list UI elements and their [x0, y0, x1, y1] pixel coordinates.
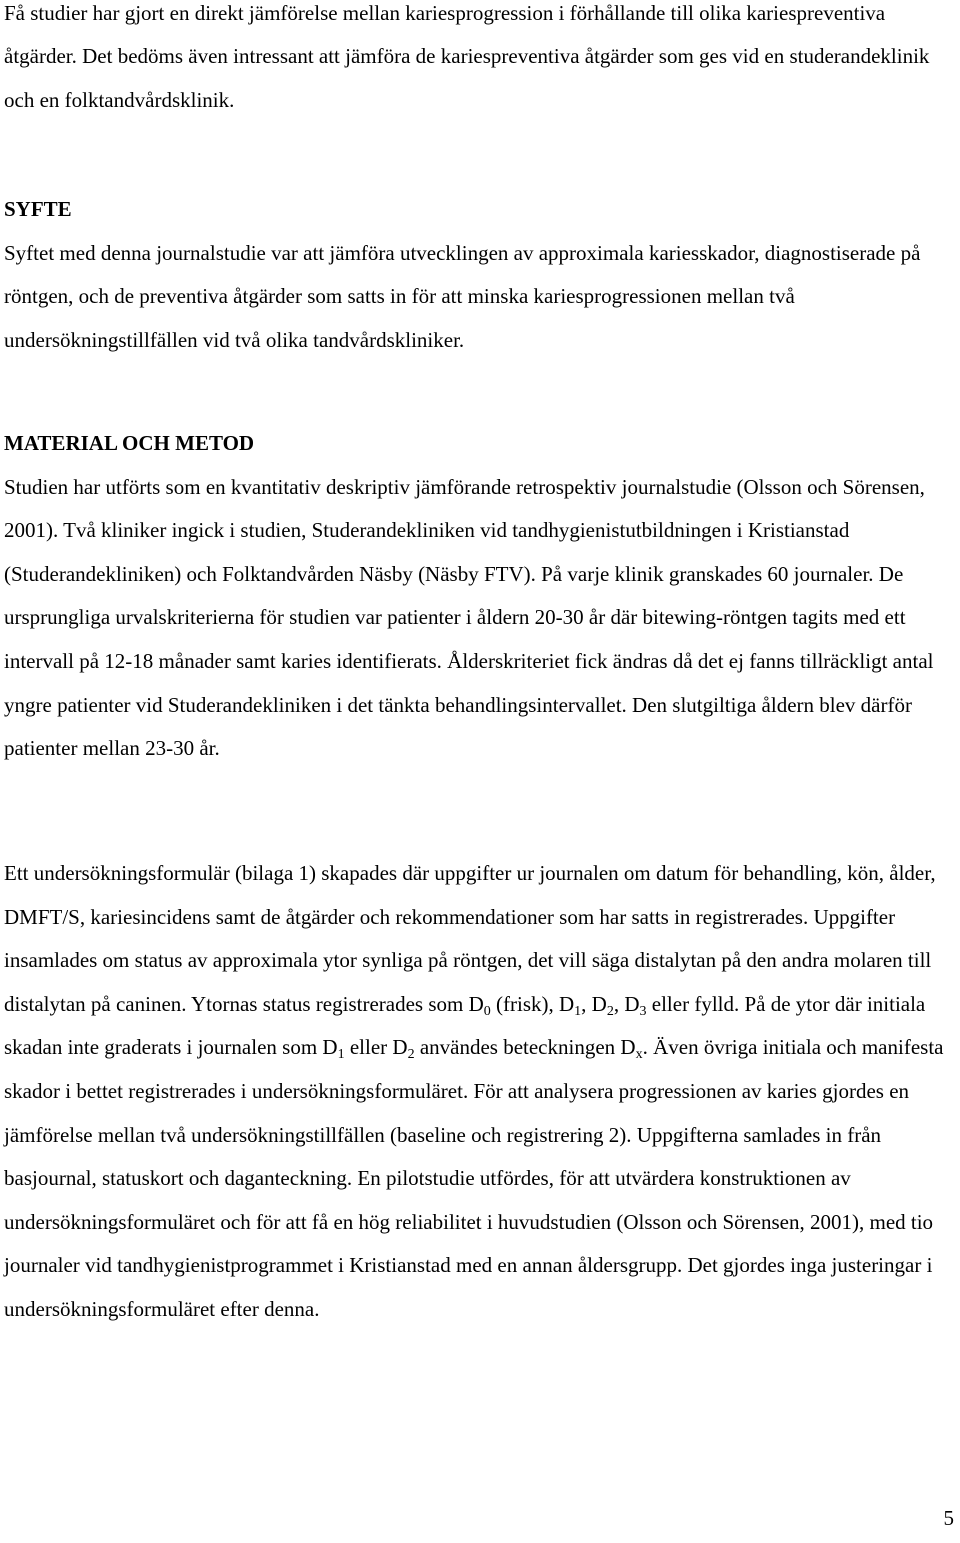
text-run: eller D	[344, 1035, 408, 1060]
text-run: användes beteckningen D	[414, 1035, 636, 1060]
subscript: 2	[407, 1047, 415, 1063]
text-run: , D	[613, 991, 640, 1016]
method-paragraph-2-text	[4, 852, 954, 1332]
syfte-heading: SYFTE	[4, 197, 72, 221]
intro-text: Få studier har gjort en direkt jämförelse mellan kariesprogression i förhållande till olika kariespreventiva åtgärder. Det bedöms även intressant att jämföra de kariespreventiva åtgärder som ges vid en studerandeklinik och en folktandvårdsklinik.	[4, 1, 930, 112]
subscript: x	[635, 1047, 643, 1063]
text-run: (frisk), D	[490, 991, 575, 1016]
subscript: 0	[483, 1003, 491, 1019]
syfte-text: Syftet med denna journalstudie var att jämföra utvecklingen av approximala kariesskador, diagnostiserade på röntgen, och de preventiva åtgärder som satts in för att minska kariesprogressionen mellan två undersökningstillfällen vid två olika tandvårdskliniker.	[4, 240, 921, 352]
text-run: , D	[581, 991, 607, 1016]
method-paragraph-2	[4, 852, 954, 1332]
subscript: 2	[606, 1003, 614, 1019]
subscript: 3	[639, 1003, 647, 1019]
material-metod-section	[4, 422, 954, 771]
material-metod-text: Studien har utförts som en kvantitativ deskriptiv jämförande retrospektiv journalstudie (Olsson och Sörensen, 2001). Två kliniker ingick i studien, Studerandekliniken vid tandhygienistutbildningen i Kristianstad (Studerandekliniken) och Folktandvården Näsby (Näsby FTV). På varje klinik granskades 60 journaler. De ursprungliga urvalskriterierna för studien var patienter i åldern 20-30 år där bitewing-röntgen tagits med ett intervall på 12-18 månader samt karies identifierats. Ålderskriteriet fick ändras då det ej fanns tillräckligt antal yngre patienter vid Studerandekliniken i det tänkta behandlingsintervallet. Den slutgiltiga åldern blev därför patienter mellan 23-30 år.	[4, 474, 934, 761]
subscript: 1	[574, 1003, 582, 1019]
text-run: eller fylld. På de ytor där initiala skadan inte graderats i journalen som D	[4, 991, 926, 1060]
page-number: 5	[943, 1506, 954, 1530]
intro-paragraph	[4, 0, 954, 122]
syfte-section	[4, 188, 954, 362]
material-metod-heading: MATERIAL OCH METOD	[4, 431, 255, 455]
text-run: . Även övriga initiala och manifesta skador i bettet registrerades i undersökningsformuläret. För att analysera progressionen av karies gjordes en jämförelse mellan två undersökningstillfällen (baseline och registrering 2). Uppgifterna samlades in från basjournal, statuskort och daganteckning. En pilotstudie utfördes, för att utvärdera konstruktionen av undersökningsformuläret och för att få en hög reliabilitet i huvudstudien (Olsson och Sörensen, 2001), med tio journaler vid tandhygienistprogrammet i Kristianstad med en annan åldersgrupp. Det gjordes inga justeringar i undersökningsformuläret efter denna.	[4, 1035, 944, 1321]
subscript: 1	[337, 1047, 345, 1063]
text-run: Ett undersökningsformulär (bilaga 1) skapades där uppgifter ur journalen om datum för behandling, kön, ålder, DMFT/S, kariesincidens samt de åtgärder och rekommendationer som har satts in registrerades. Uppgifter insamlades om status av approximala ytor synliga på röntgen, det vill säga distalytan på den andra molaren till distalytan på caninen. Ytornas status registrerades som D	[4, 861, 936, 1016]
